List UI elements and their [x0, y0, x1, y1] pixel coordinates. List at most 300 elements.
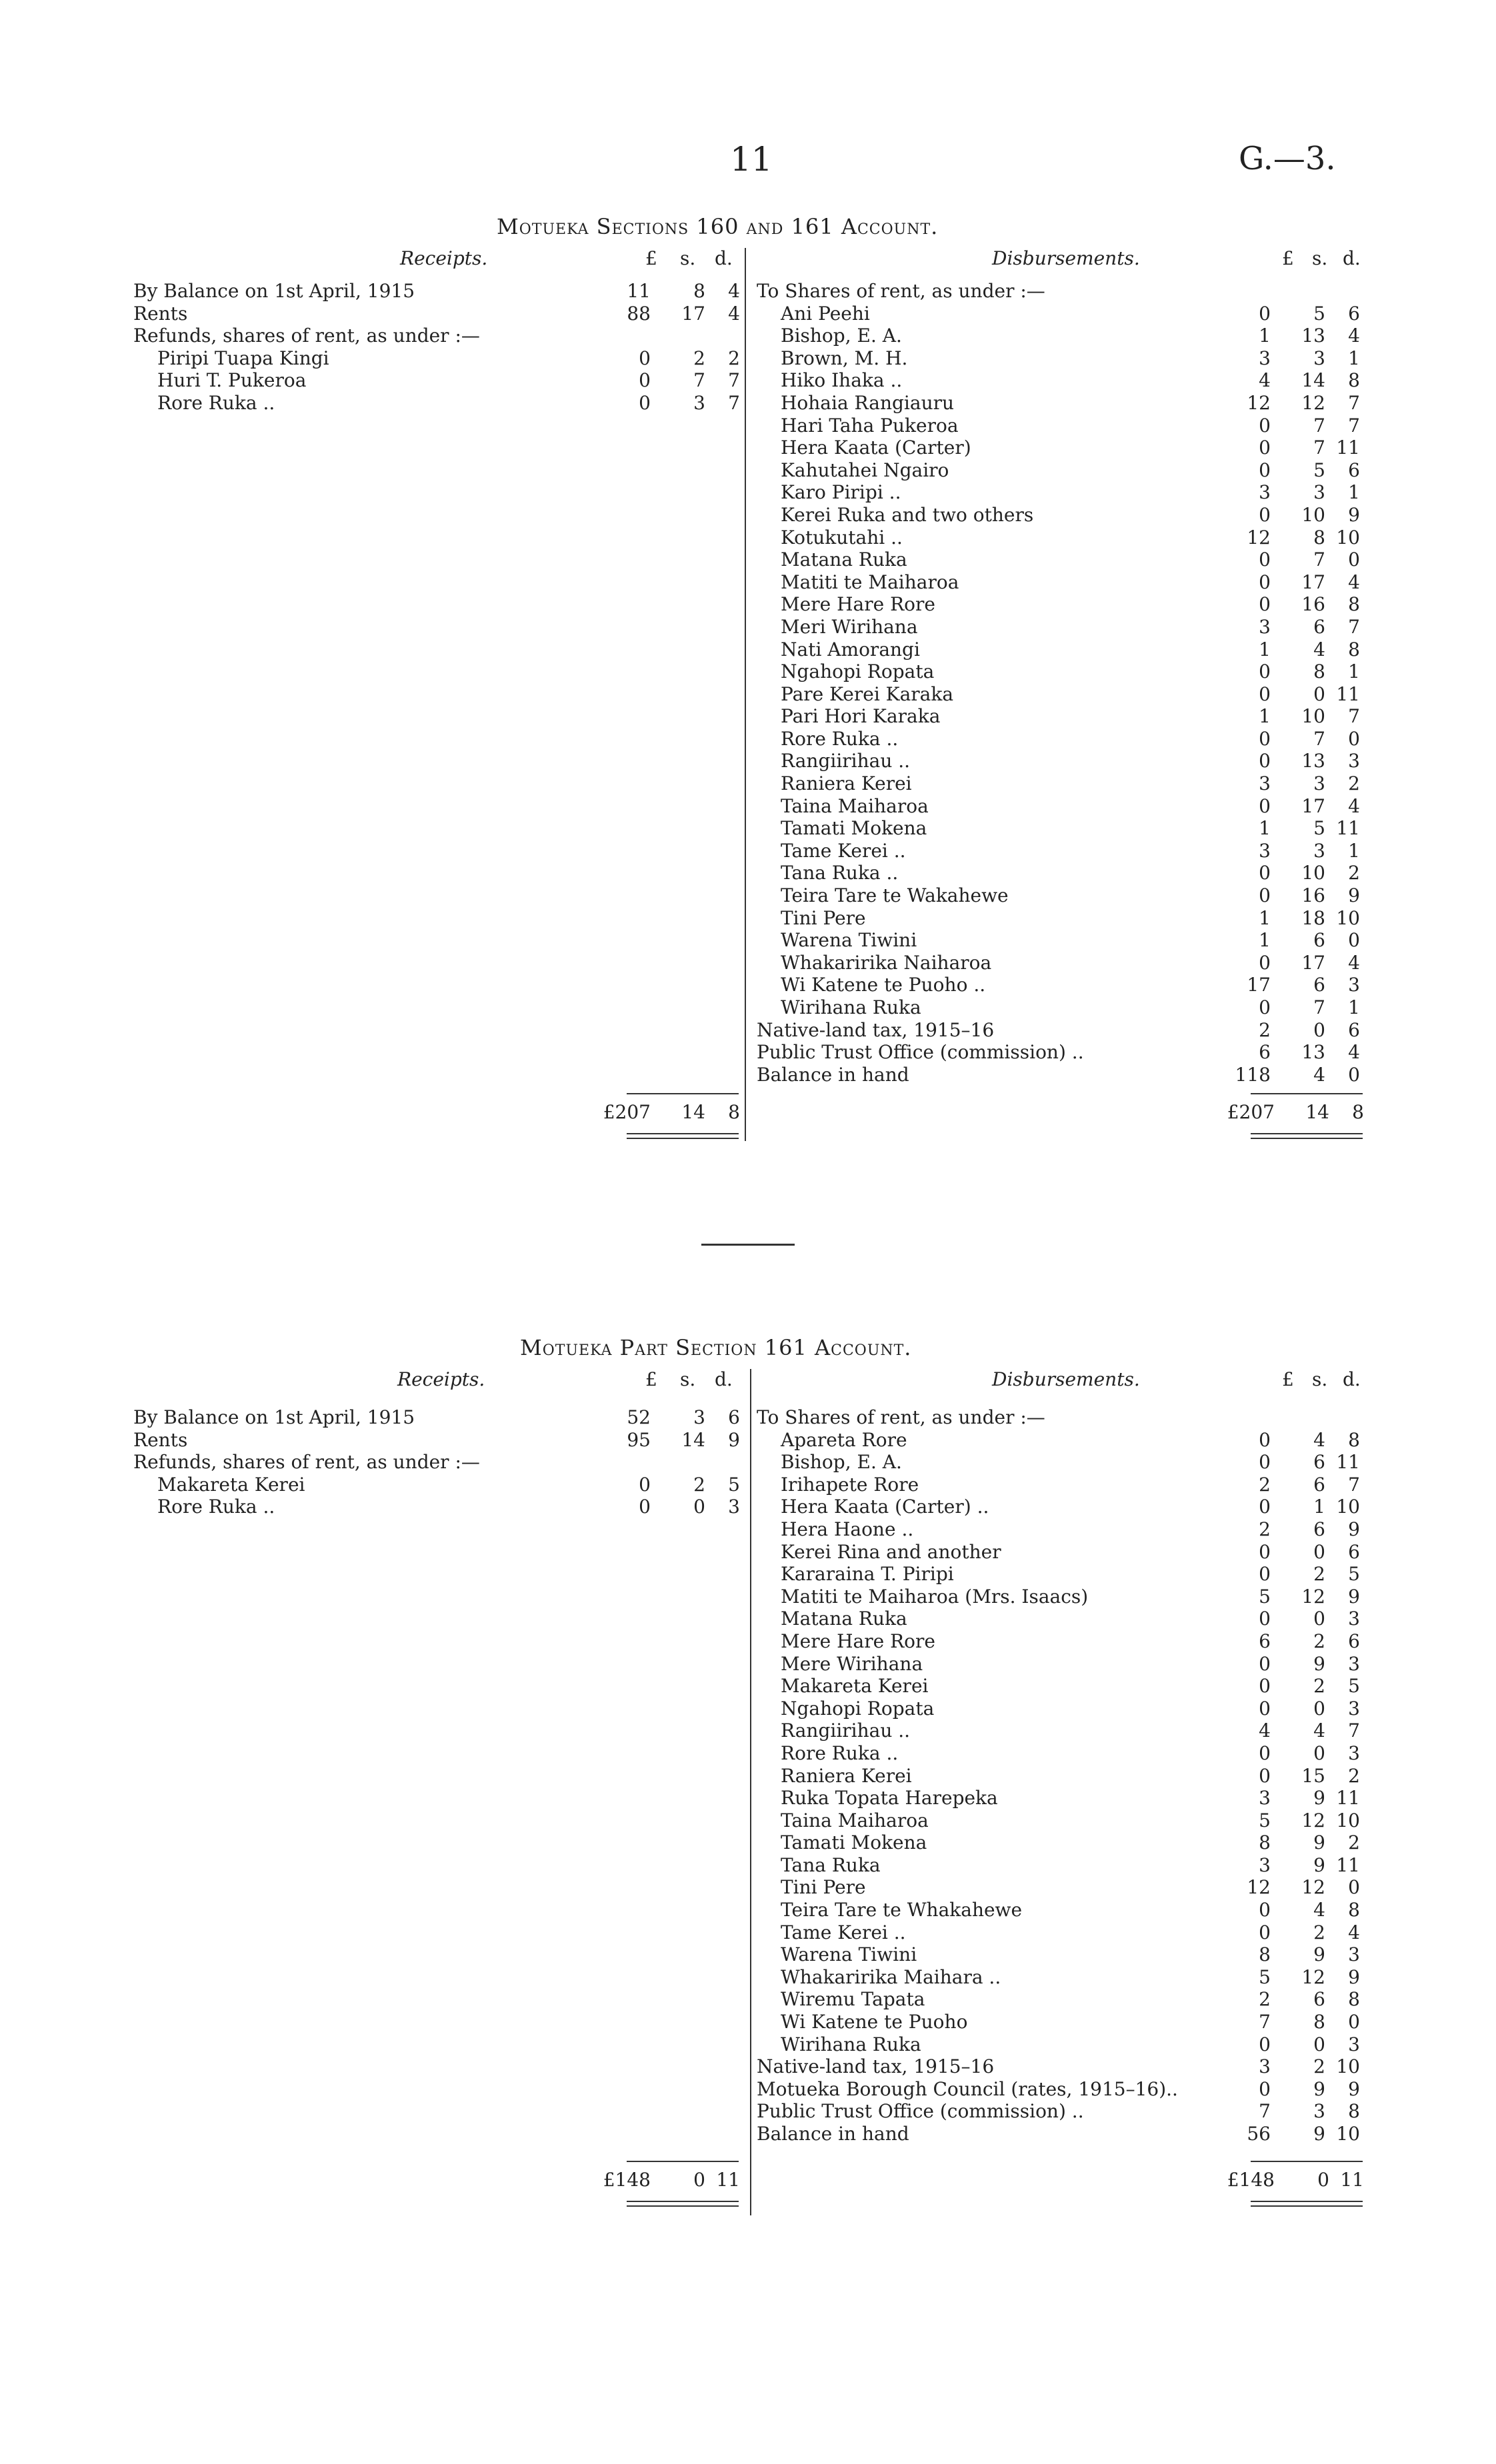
amount-shillings: 4 — [1313, 1428, 1325, 1451]
ledger-row — [133, 303, 740, 325]
ledger-amount — [620, 1474, 740, 1496]
amount-pence: 8 — [1348, 1899, 1360, 1921]
amount-pounds: 1 — [1259, 906, 1271, 929]
ledger-amount — [1240, 1608, 1360, 1630]
amount-pence: 4 — [1348, 1041, 1360, 1064]
amount-pounds: 0 — [1259, 1742, 1271, 1764]
amount-pence: 10 — [1336, 526, 1360, 549]
total-rule — [627, 1093, 739, 1094]
ledger-row — [757, 884, 1360, 907]
amount-shillings: 14 — [681, 1428, 705, 1451]
amount-pence: 3 — [1348, 1652, 1360, 1675]
amount-pounds: 0 — [1259, 459, 1271, 481]
amount-pounds: 2 — [1259, 1988, 1271, 2011]
ledger-row — [757, 369, 1360, 392]
total-shillings: 0 — [693, 2169, 705, 2191]
ledger-label: Raniera Kerei — [781, 1764, 912, 1787]
ledger-label: Refunds, shares of rent, as under :— — [133, 325, 480, 347]
amount-pence: 4 — [1348, 1921, 1360, 1943]
amount-pounds: 0 — [1259, 996, 1271, 1018]
amount-pence: 11 — [1336, 817, 1360, 840]
ledger-amount — [1240, 728, 1360, 750]
ledger-amount — [1240, 593, 1360, 616]
ledger-amount — [1240, 303, 1360, 325]
ledger-label: Whakaririka Naiharoa — [781, 951, 992, 974]
amount-shillings: 9 — [1313, 1652, 1325, 1675]
amount-shillings: 4 — [1313, 1720, 1325, 1742]
amount-pounds: 0 — [1259, 660, 1271, 683]
ledger-amount — [1240, 884, 1360, 907]
amount-shillings: 8 — [1313, 660, 1325, 683]
amount-pence: 0 — [1348, 727, 1360, 750]
amount-shillings: 15 — [1301, 1764, 1325, 1787]
amount-shillings: 8 — [1313, 2011, 1325, 2033]
ledger-label: Wi Katene te Puoho — [781, 2011, 968, 2033]
ledger-label: Ruka Topata Harepeka — [781, 1787, 998, 1810]
amount-pence: 1 — [1348, 996, 1360, 1018]
ledger-amount — [1240, 1041, 1360, 1064]
ledger-row — [133, 369, 740, 392]
ledger-row — [757, 2011, 1360, 2033]
ledger-label: Tame Kerei .. — [781, 1921, 906, 1943]
ledger-row — [757, 1496, 1360, 1518]
amount-pounds: 4 — [1259, 369, 1271, 392]
ledger-amount — [1240, 996, 1360, 1019]
ledger-label: Tamati Mokena — [781, 1832, 927, 1854]
ledger-label: Pare Kerei Karaka — [781, 682, 954, 705]
amount-pence: 7 — [728, 369, 740, 392]
ledger-amount — [1240, 571, 1360, 594]
ledger-amount — [1240, 549, 1360, 571]
ledger-label: Tame Kerei .. — [781, 839, 906, 862]
ledger-label: Rents — [133, 1428, 188, 1451]
ledger-row — [133, 280, 740, 303]
ledger-label: Teira Tare te Whakahewe — [781, 1899, 1023, 1921]
ledger-row — [757, 1653, 1360, 1676]
ledger-label: Mere Hare Rore — [781, 1630, 935, 1652]
amount-pounds: 0 — [1259, 727, 1271, 750]
amount-pence: 5 — [728, 1473, 740, 1496]
ledger-amount — [620, 369, 740, 392]
ledger-amount — [1240, 481, 1360, 504]
ledger-label: Wirihana Ruka — [781, 996, 921, 1018]
ledger-label: Matana Ruka — [781, 1608, 907, 1630]
amount-pounds: 0 — [1259, 571, 1271, 593]
amount-shillings: 0 — [693, 1496, 705, 1518]
amount-pence: 10 — [1336, 2123, 1360, 2145]
ledger-label: Public Trust Office (commission) .. — [757, 1041, 1084, 1064]
pence-header: d. — [715, 1368, 733, 1390]
amount-shillings: 3 — [1313, 839, 1325, 862]
ledger-row — [757, 481, 1360, 504]
amount-shillings: 3 — [1313, 481, 1325, 504]
amount-shillings: 0 — [1313, 1540, 1325, 1563]
amount-shillings: 0 — [1313, 1697, 1325, 1720]
ledger-label: Makareta Kerei — [781, 1675, 929, 1698]
ledger-row — [757, 974, 1360, 996]
amount-pence: 7 — [1348, 1473, 1360, 1496]
ledger-amount — [1240, 2033, 1360, 2056]
amount-shillings: 9 — [1313, 1832, 1325, 1854]
amount-pounds: 0 — [1259, 593, 1271, 616]
ledger-amount — [1240, 1563, 1360, 1586]
ledger-label: Rents — [133, 302, 188, 325]
amount-shillings: 2 — [1313, 1675, 1325, 1698]
amount-pence: 4 — [728, 302, 740, 325]
ledger-label: Ani Peehi — [781, 302, 870, 325]
ledger-label: Mere Wirihana — [781, 1652, 923, 1675]
amount-shillings: 14 — [1301, 369, 1325, 392]
amount-shillings: 4 — [1313, 1063, 1325, 1086]
ledger-row — [757, 325, 1360, 347]
ledger-label: Rangiirihau .. — [781, 1720, 911, 1742]
amount-pence: 8 — [1348, 2100, 1360, 2123]
amount-pounds: 118 — [1235, 1063, 1271, 1086]
amount-shillings: 9 — [1313, 1943, 1325, 1966]
ledger-label: Hera Kaata (Carter) .. — [781, 1496, 989, 1518]
amount-shillings: 13 — [1301, 750, 1325, 772]
pounds-header: £ — [645, 247, 657, 269]
ledger-label: Balance in hand — [757, 1063, 909, 1086]
ledger-label: Motueka Borough Council (rates, 1915–16).. — [757, 2077, 1178, 2100]
amount-pence: 3 — [1348, 1943, 1360, 1966]
ledger-amount — [1240, 974, 1360, 996]
amount-pence: 9 — [1348, 1518, 1360, 1540]
amount-pounds: 0 — [1259, 884, 1271, 907]
ledger-row — [757, 1474, 1360, 1496]
ledger-row — [757, 1899, 1360, 1921]
amount-shillings: 3 — [1313, 772, 1325, 795]
ledger-amount — [1240, 1541, 1360, 1564]
ledger-row — [757, 280, 1360, 303]
amount-shillings: 7 — [1313, 549, 1325, 571]
ledger-label: Apareta Rore — [781, 1428, 907, 1451]
amount-shillings: 3 — [1313, 347, 1325, 369]
ledger-row — [757, 1563, 1360, 1586]
amount-pence: 1 — [1348, 481, 1360, 504]
ledger-amount — [1240, 347, 1360, 370]
amount-shillings: 7 — [1313, 414, 1325, 437]
amount-pence: 2 — [1348, 772, 1360, 795]
ledger-amount — [1240, 1832, 1360, 1854]
amount-pounds: 2 — [1259, 1473, 1271, 1496]
ledger-label: Karo Piripi .. — [781, 481, 901, 504]
pence-header: d. — [1343, 247, 1361, 269]
ledger-amount — [1240, 1921, 1360, 1944]
amount-pence: 3 — [1348, 974, 1360, 996]
disbursements-total — [1227, 1101, 1364, 1124]
amount-pence: 0 — [1348, 2011, 1360, 2033]
ledger-amount — [1240, 1474, 1360, 1496]
ledger-amount — [1240, 638, 1360, 661]
amount-shillings: 17 — [1301, 571, 1325, 593]
ledger-amount — [1240, 750, 1360, 772]
ledger-label: Irihapete Rore — [781, 1473, 919, 1496]
page-number: 11 — [730, 140, 773, 179]
amount-pounds: 0 — [1259, 302, 1271, 325]
amount-shillings: 17 — [1301, 794, 1325, 817]
total-rule — [1251, 2161, 1363, 2162]
ledger-amount — [1240, 1429, 1360, 1452]
amount-pence: 1 — [1348, 839, 1360, 862]
ledger-amount — [1240, 2123, 1360, 2145]
ledger-label: Matiti te Maiharoa (Mrs. Isaacs) — [781, 1585, 1089, 1608]
ledger-label: Piripi Tuapa Kingi — [157, 347, 329, 369]
section-divider — [701, 1244, 795, 1246]
ledger-amount — [1240, 2078, 1360, 2101]
amount-shillings: 10 — [1301, 705, 1325, 728]
amount-pence: 2 — [1348, 1764, 1360, 1787]
ledger-row — [757, 1765, 1360, 1788]
amount-pounds: 1 — [1259, 705, 1271, 728]
ledger-label: Hiko Ihaka .. — [781, 369, 903, 392]
ledger-label: To Shares of rent, as under :— — [757, 280, 1045, 302]
ledger-label: Hari Taha Pukeroa — [781, 414, 959, 437]
ledger-label: Tana Ruka — [781, 1853, 881, 1876]
amount-pence: 7 — [1348, 615, 1360, 638]
amount-pounds: 3 — [1259, 1853, 1271, 1876]
ledger-amount — [1240, 437, 1360, 459]
amount-pounds: 7 — [1259, 2100, 1271, 2123]
amount-shillings: 5 — [1313, 459, 1325, 481]
amount-shillings: 1 — [1313, 1496, 1325, 1518]
ledger-amount — [1240, 1698, 1360, 1720]
amount-pounds: 3 — [1259, 839, 1271, 862]
amount-shillings: 10 — [1301, 503, 1325, 526]
ledger-row — [133, 1429, 740, 1452]
amount-pounds: 5 — [1259, 1809, 1271, 1832]
amount-shillings: 7 — [1313, 727, 1325, 750]
ledger-amount — [1240, 817, 1360, 840]
ledger-label: Public Trust Office (commission) .. — [757, 2100, 1084, 2123]
ledger-row — [757, 1518, 1360, 1541]
amount-pence: 3 — [1348, 750, 1360, 772]
ledger-label: By Balance on 1st April, 1915 — [133, 280, 415, 302]
amount-pounds: 1 — [1259, 929, 1271, 952]
ledger-row — [757, 459, 1360, 482]
ledger-amount — [1240, 1988, 1360, 2011]
amount-pounds: 8 — [1259, 1943, 1271, 1966]
shillings-header: s. — [1312, 247, 1328, 269]
ledger-label: Kotukutahi .. — [781, 526, 903, 549]
ledger-label: Meri Wirihana — [781, 615, 918, 638]
ledger-row — [757, 571, 1360, 594]
amount-pounds: 7 — [1259, 2011, 1271, 2033]
double-rule — [627, 1138, 739, 1139]
amount-shillings: 17 — [1301, 951, 1325, 974]
amount-pence: 5 — [1348, 1563, 1360, 1586]
ledger-label: Kahutahei Ngairo — [781, 459, 949, 481]
ledger-amount — [620, 1429, 740, 1452]
total-shillings: 0 — [1317, 2169, 1329, 2191]
ledger-row — [757, 1586, 1360, 1608]
ledger-label: Rore Ruka .. — [157, 1496, 275, 1518]
receipts-heading: Receipts. — [397, 1368, 485, 1390]
amount-pence: 8 — [1348, 1428, 1360, 1451]
amount-pounds: 0 — [1259, 1451, 1271, 1474]
ledger-row — [757, 616, 1360, 638]
ledger-amount — [620, 1406, 740, 1429]
ledger-row — [757, 437, 1360, 459]
ledger-amount — [1240, 527, 1360, 549]
ledger-amount — [1240, 660, 1360, 683]
amount-pence: 5 — [1348, 1675, 1360, 1698]
ledger-label: Ngahopi Ropata — [781, 660, 935, 683]
ledger-label: Mere Hare Rore — [781, 593, 935, 616]
amount-pounds: 0 — [1259, 951, 1271, 974]
amount-shillings: 13 — [1301, 325, 1325, 347]
amount-pence: 10 — [1336, 1809, 1360, 1832]
disbursements-list — [757, 280, 1360, 1086]
ledger-amount — [1240, 1406, 1360, 1429]
ledger-label: Teira Tare te Wakahewe — [781, 884, 1009, 907]
amount-pence: 11 — [1336, 682, 1360, 705]
ledger-row — [757, 347, 1360, 370]
ledger-label: Kerei Ruka and two others — [781, 503, 1034, 526]
receipts-total — [603, 2169, 740, 2191]
amount-shillings: 9 — [1313, 2077, 1325, 2100]
ledger-amount — [1240, 504, 1360, 527]
ledger-row — [757, 1988, 1360, 2011]
ledger-amount — [1240, 369, 1360, 392]
ledger-row — [757, 952, 1360, 974]
amount-shillings: 2 — [1313, 1921, 1325, 1943]
ledger-label: Tini Pere — [781, 1876, 866, 1899]
ledger-amount — [1240, 1586, 1360, 1608]
amount-pounds: 0 — [1259, 1608, 1271, 1630]
ledger-row — [757, 1832, 1360, 1854]
ledger-row — [757, 2100, 1360, 2123]
amount-shillings: 12 — [1301, 391, 1325, 414]
amount-pounds: 56 — [1247, 2123, 1271, 2145]
amount-shillings: 0 — [1313, 1018, 1325, 1041]
amount-shillings: 4 — [1313, 1899, 1325, 1921]
ledger-row — [757, 1541, 1360, 1564]
amount-pence: 0 — [1348, 549, 1360, 571]
ledger-label: Wirihana Ruka — [781, 2033, 921, 2055]
amount-pounds: 0 — [1259, 414, 1271, 437]
ledger-row — [757, 840, 1360, 862]
amount-pounds: 0 — [1259, 2033, 1271, 2055]
amount-pounds: 52 — [627, 1406, 651, 1428]
amount-pounds: 0 — [1259, 1563, 1271, 1586]
double-rule — [627, 2201, 739, 2202]
ledger-amount — [1240, 772, 1360, 795]
ledger-amount — [620, 347, 740, 370]
ledger-row — [757, 907, 1360, 930]
ledger-label: Wi Katene te Puoho .. — [781, 974, 986, 996]
ledger-row — [757, 795, 1360, 818]
ledger-row — [757, 593, 1360, 616]
amount-shillings: 12 — [1301, 1965, 1325, 1988]
amount-pence: 9 — [1348, 2077, 1360, 2100]
ledger-amount — [1240, 459, 1360, 482]
amount-pence: 6 — [1348, 302, 1360, 325]
ledger-label: Whakaririka Maihara .. — [781, 1965, 1001, 1988]
ledger-row — [757, 415, 1360, 437]
amount-pence: 7 — [1348, 705, 1360, 728]
ledger-row — [757, 1854, 1360, 1877]
amount-pence: 3 — [728, 1496, 740, 1518]
ledger-label: Nati Amorangi — [781, 638, 920, 660]
amount-shillings: 3 — [693, 1406, 705, 1428]
ledger-label: Tana Ruka .. — [781, 862, 899, 884]
ledger-row — [757, 1966, 1360, 1989]
ledger-row — [757, 303, 1360, 325]
amount-shillings: 7 — [1313, 437, 1325, 459]
amount-pence: 3 — [1348, 2033, 1360, 2055]
disbursements-list — [757, 1406, 1360, 2145]
amount-pounds: 3 — [1259, 772, 1271, 795]
ledger-label: Tini Pere — [781, 906, 866, 929]
amount-pounds: 3 — [1259, 347, 1271, 369]
ledger-label: Native-land tax, 1915–16 — [757, 2055, 995, 2078]
amount-pence: 9 — [1348, 1585, 1360, 1608]
ledger-row — [757, 1742, 1360, 1765]
amount-pence: 0 — [1348, 1063, 1360, 1086]
ledger-label: Native-land tax, 1915–16 — [757, 1018, 995, 1041]
amount-shillings: 6 — [1313, 1473, 1325, 1496]
ledger-row — [757, 750, 1360, 772]
amount-shillings: 5 — [1313, 302, 1325, 325]
ledger-row — [757, 1720, 1360, 1742]
amount-shillings: 16 — [1301, 884, 1325, 907]
amount-shillings: 7 — [1313, 996, 1325, 1018]
ledger-label: Pari Hori Karaka — [781, 705, 941, 728]
ledger-row — [757, 1921, 1360, 1944]
amount-pence: 6 — [1348, 1630, 1360, 1652]
amount-pence: 8 — [1348, 1988, 1360, 2011]
ledger-amount — [1240, 2011, 1360, 2033]
amount-pounds: 0 — [1259, 1675, 1271, 1698]
amount-shillings: 2 — [1313, 1630, 1325, 1652]
amount-pounds: 6 — [1259, 1630, 1271, 1652]
amount-shillings: 6 — [1313, 615, 1325, 638]
ledger-amount — [1240, 1653, 1360, 1676]
amount-shillings: 8 — [693, 280, 705, 302]
ledger-amount — [1240, 415, 1360, 437]
ledger-row — [757, 1630, 1360, 1653]
amount-pence: 7 — [1348, 414, 1360, 437]
amount-shillings: 0 — [1313, 1742, 1325, 1764]
ledger-row — [133, 1406, 740, 1429]
ledger-label: Rangiirihau .. — [781, 750, 911, 772]
amount-pence: 2 — [1348, 1832, 1360, 1854]
ledger-amount — [1240, 1720, 1360, 1742]
amount-shillings: 6 — [1313, 1518, 1325, 1540]
total-shillings: 14 — [681, 1101, 705, 1123]
amount-shillings: 4 — [1313, 638, 1325, 660]
amount-pence: 8 — [1348, 593, 1360, 616]
ledger-amount — [1240, 1787, 1360, 1810]
ledger-row — [757, 2123, 1360, 2145]
ledger-amount — [1240, 862, 1360, 884]
ledger-row — [757, 549, 1360, 571]
ledger-row — [757, 2078, 1360, 2101]
amount-pounds: 6 — [1259, 1041, 1271, 1064]
ledger-row — [133, 1451, 740, 1474]
amount-pounds: 3 — [1259, 481, 1271, 504]
amount-shillings: 12 — [1301, 1585, 1325, 1608]
shillings-header: s. — [680, 1368, 696, 1390]
ledger-row — [757, 996, 1360, 1019]
account-title: Motueka Part Section 161 Account. — [520, 1335, 912, 1360]
ledger-row — [757, 1406, 1360, 1429]
amount-pounds: 0 — [1259, 549, 1271, 571]
ledger-row — [757, 1943, 1360, 1966]
amount-pence: 11 — [1336, 437, 1360, 459]
ledger-label: Kararaina T. Piripi — [781, 1563, 954, 1586]
